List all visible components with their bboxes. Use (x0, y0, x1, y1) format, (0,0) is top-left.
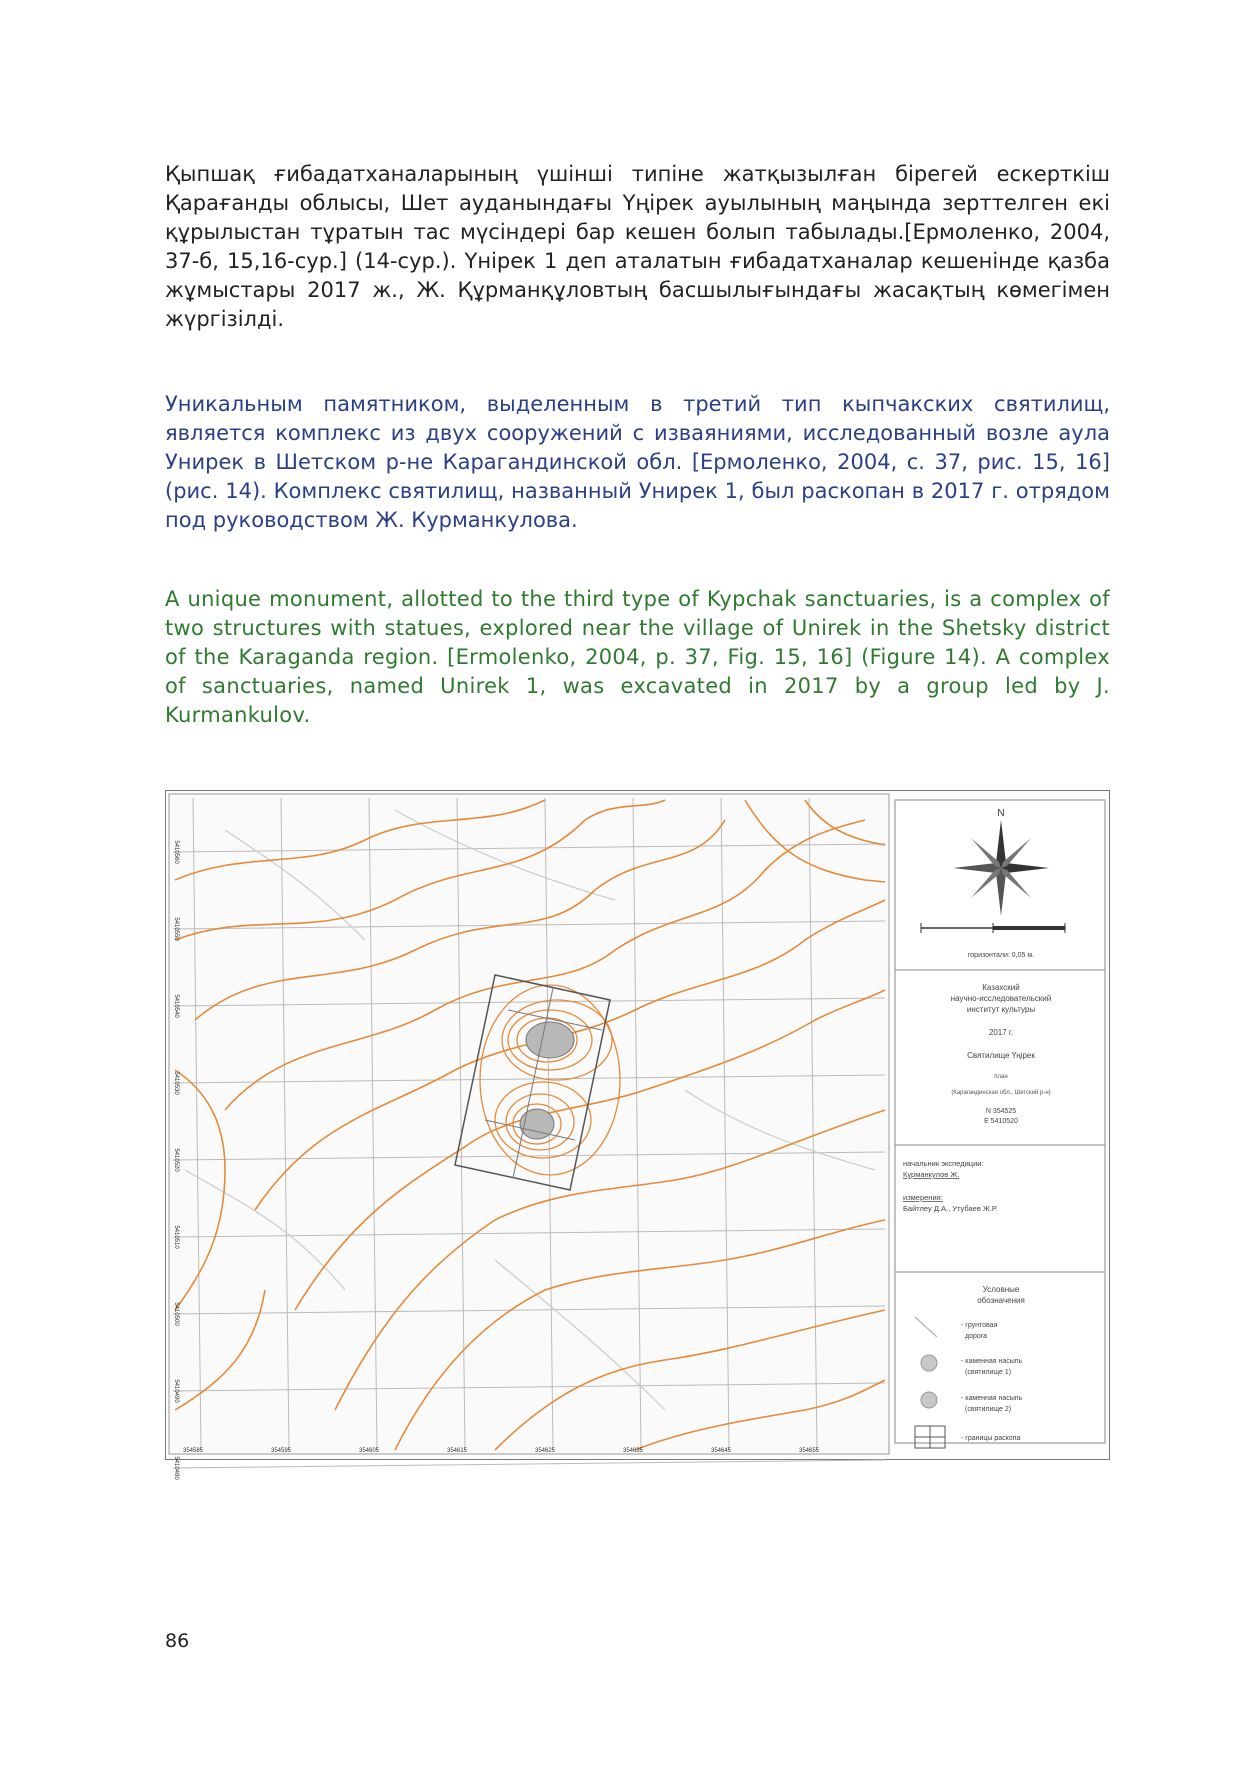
y-tick-label: 5410540 (173, 994, 179, 1018)
y-tick-label: 5410560 (173, 840, 179, 864)
legend-title-1: Условные (982, 1285, 1020, 1294)
legend-mound-1-a: - каменная насыпь (961, 1358, 1023, 1365)
legend-title-2: обозначения (977, 1296, 1025, 1305)
chief-label: начальник экспедиции: (903, 1159, 984, 1168)
legend-mound-2-a: - каменная насыпь (961, 1395, 1023, 1402)
plan-word: план (994, 1074, 1008, 1080)
legend-boundary: - границы раскопа (961, 1435, 1021, 1442)
plan-year: 2017 г. (988, 1028, 1014, 1037)
grid-line-horizontal (173, 1460, 885, 1468)
y-tick-label: 5410550 (173, 917, 179, 941)
y-tick-label: 5410520 (173, 1148, 179, 1172)
page-number: 86 (165, 1630, 190, 1652)
english-paragraph: A unique monument, allotted to the third type of Kypchak sanctuaries, is a complex of two structures with statues, explored near the village of Unirek in the Shetsky district of the Karaganda region. [Ermolenko, 2004, p. 37, Fig. 15, 16] (Figure 14). A complex of sanctuaries, named Unirek 1, was excavated in 2017 by a group led by J. Kurmankulov. (165, 587, 1110, 727)
x-tick-label: 354635 (622, 1448, 644, 1454)
info-panel (895, 800, 1105, 1448)
legend-mound-2-b: (святилище 2) (965, 1406, 1012, 1413)
scale-caption: горизонтали: 0,05 м. (967, 952, 1035, 959)
y-tick-label: 5410500 (173, 1302, 179, 1326)
x-tick-label: 354655 (798, 1448, 820, 1454)
institute-line-1: Казахский (982, 983, 1020, 992)
x-tick-label: 354615 (446, 1448, 468, 1454)
legend-mound-2-icon (921, 1392, 937, 1408)
y-tick-label: 5410490 (173, 1379, 179, 1403)
legend-mound-1-icon (921, 1355, 937, 1371)
y-tick-labels (173, 840, 179, 1480)
site-name: Святилище Үңірек (967, 1051, 1035, 1060)
institute-line-2: научно-исследовательский (950, 994, 1052, 1003)
y-tick-label: 5410510 (173, 1225, 179, 1249)
kazakh-paragraph: Қыпшақ ғибадатханаларының үшінші типіне жатқызылған бірегей ескерткіш Қарағанды облысы, Шет ауданындағы Үңірек ауылының маңында зерттелген екі құрылыстан тұратын тас мүсіндері бар кешен болып табылады.[Ермоленко, 2004, 37-б, 15,16-сур.] (14-сур.). Үнірек 1 деп аталатын ғибадатханалар кешенінде қазба жұмыстары 2017 ж., Ж. Құрманқұловтың басшылығындағы жасақтың көмегімен жүргізілді. (165, 162, 1110, 331)
russian-paragraph: Уникальным памятником, выделенным в третий тип кыпчакских святилищ, является комплекс из двух сооружений с изваяниями, исследованный возле аула Унирек в Шетском р-не Карагандинской обл. [Ермоленко, 2004, с. 37, рис. 15, 16] (рис. 14). Комплекс святилищ, названный Унирек 1, был раскопан в 2017 г. отрядом под руководством Ж. Курманкулова. (165, 392, 1110, 532)
legend-mound-1-b: (святилище 1) (965, 1369, 1012, 1376)
chief-name: Курманкулов Ж. (903, 1170, 960, 1179)
institute-line-3: институт культуры (966, 1005, 1036, 1014)
x-tick-label: 354595 (270, 1448, 292, 1454)
compass-north-label: N (997, 808, 1005, 819)
measure-names: Байтлеу Д.А., Утубаев Ж.Р. (903, 1204, 998, 1213)
x-tick-label: 354585 (182, 1448, 204, 1454)
site-plan-map (165, 790, 1110, 1480)
stone-mound (526, 1022, 574, 1058)
legend-road-1: - грунтовая (961, 1322, 998, 1329)
coordinate-e: E 5410520 (984, 1118, 1018, 1125)
region-caption: (Карагандинская обл., Шетский р-н) (951, 1090, 1051, 1096)
x-tick-label: 354625 (534, 1448, 556, 1454)
coordinate-n: N 354525 (985, 1108, 1017, 1115)
x-tick-label: 354605 (358, 1448, 380, 1454)
y-tick-label: 5410530 (173, 1071, 179, 1095)
x-tick-label: 354645 (710, 1448, 732, 1454)
y-tick-label: 5410480 (173, 1456, 179, 1480)
measure-label: измерения: (903, 1193, 943, 1202)
legend-road-2: дорога (965, 1333, 988, 1340)
